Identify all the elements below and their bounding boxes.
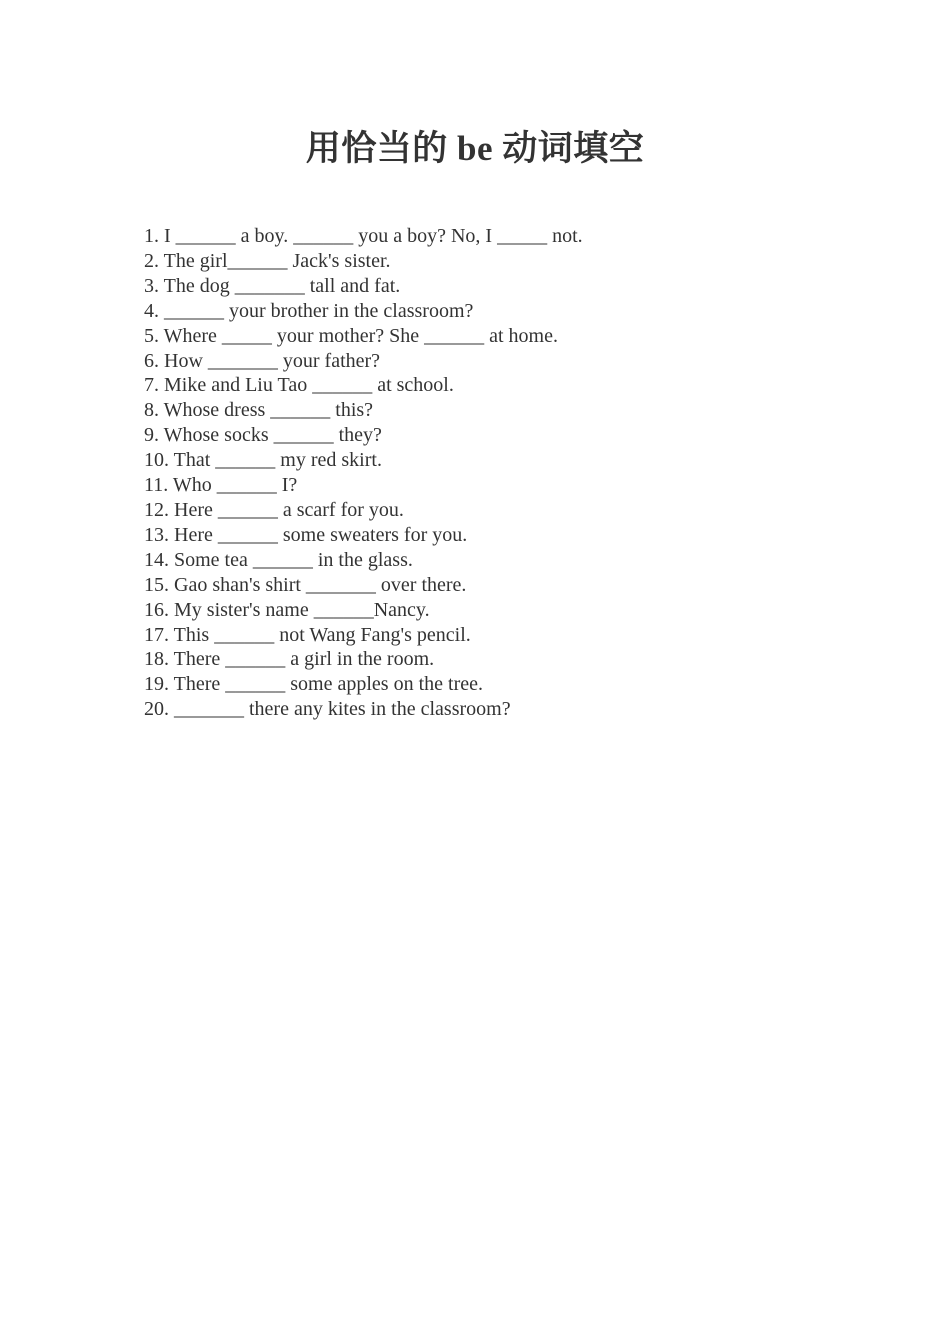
question-10: 10. That ______ my red skirt. <box>144 449 382 472</box>
question-14: 14. Some tea ______ in the glass. <box>144 548 413 571</box>
question-18: 18. There ______ a girl in the room. <box>144 648 435 671</box>
question-20: 20. _______ there any kites in the classroom? <box>144 698 511 721</box>
question-16: 16. My sister's name ______Nancy. <box>144 598 430 621</box>
question-9: 9. Whose socks ______ they? <box>144 424 382 447</box>
question-4: 4. ______ your brother in the classroom? <box>144 299 474 322</box>
question-17: 17. This ______ not Wang Fang's pencil. <box>144 623 471 646</box>
question-6: 6. How _______ your father? <box>144 349 381 372</box>
question-11: 11. Who ______ I? <box>144 474 298 497</box>
question-5: 5. Where _____ your mother? She ______ at home. <box>144 324 558 347</box>
question-12: 12. Here ______ a scarf for you. <box>144 498 404 521</box>
question-15: 15. Gao shan's shirt _______ over there. <box>144 573 467 596</box>
question-2: 2. The girl______ Jack's sister. <box>144 249 391 272</box>
page-title: 用恰当的 be 动词填空 <box>305 129 645 168</box>
question-7: 7. Mike and Liu Tao ______ at school. <box>144 374 454 397</box>
question-list <box>144 224 583 722</box>
question-19: 19. There ______ some apples on the tree. <box>144 673 483 696</box>
question-3: 3. The dog _______ tall and fat. <box>144 274 401 297</box>
question-8: 8. Whose dress ______ this? <box>144 399 374 422</box>
question-1: 1. I ______ a boy. ______ you a boy? No, I _____ not. <box>144 225 583 247</box>
question-13: 13. Here ______ some sweaters for you. <box>144 523 468 546</box>
